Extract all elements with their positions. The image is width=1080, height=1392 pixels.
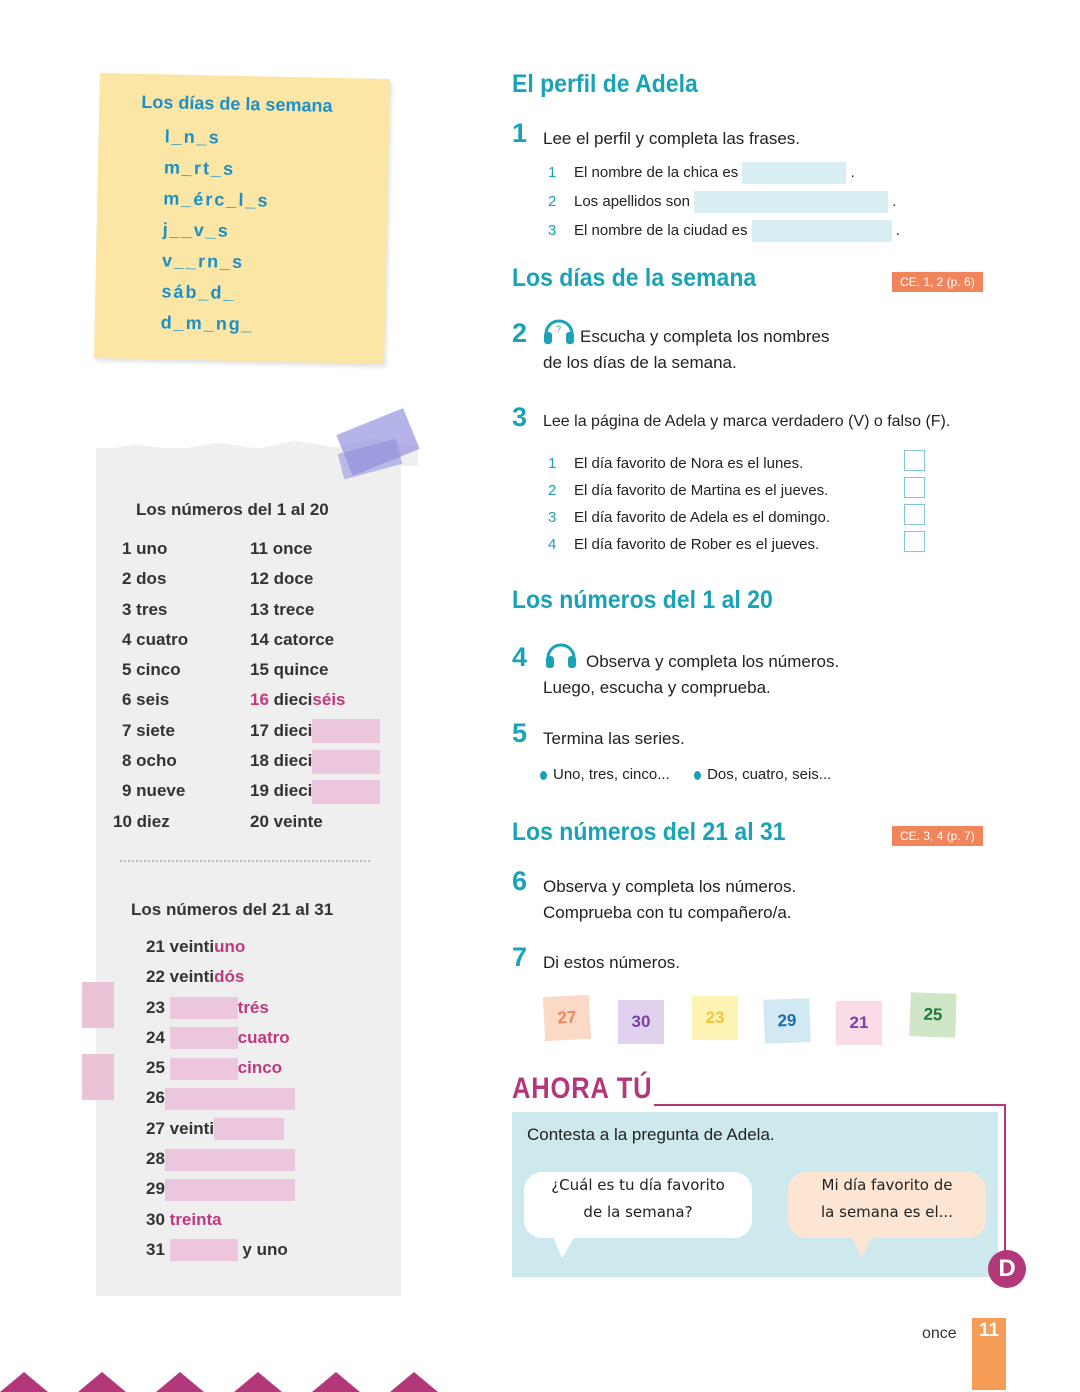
number-digit: 29 [146, 1179, 165, 1199]
page-number: 11 [972, 1318, 1006, 1390]
number-item: 1 uno [122, 539, 168, 558]
ahora-tu-title: AHORA TÚ [512, 1072, 653, 1105]
number-item [146, 993, 295, 1023]
svg-text:?: ? [556, 324, 562, 334]
true-false-checkbox[interactable] [904, 504, 925, 525]
exercise-number: 3 [512, 402, 528, 432]
number-stem: dieci [273, 781, 313, 801]
number-stem: veinti [169, 937, 215, 956]
section-title-numeros-1-20: Los números del 1 al 20 [512, 586, 773, 614]
sticky-title: Los días de la semana [141, 91, 333, 116]
number-item: 7 siete [122, 720, 175, 740]
page-number-word: once [922, 1325, 957, 1342]
item-number: 4 [548, 536, 557, 553]
number-digit: 24 [146, 1027, 165, 1047]
item-number: 2 [548, 193, 557, 210]
item-text: El día favorito de Martina es el jueves. [574, 482, 829, 499]
section-title-perfil: El perfil de Adela [512, 70, 698, 98]
number-digit: 17 [250, 720, 269, 740]
headphones-icon [543, 638, 579, 675]
number-item: 6 seis [122, 690, 170, 710]
item-number: 1 [548, 455, 557, 472]
number-tile: 29 [763, 998, 811, 1044]
card-title-1-20: Los números del 1 al 20 [136, 500, 329, 519]
item-end: . [850, 164, 855, 181]
fill-blank[interactable] [170, 1027, 238, 1049]
number-item: 13 trece [250, 599, 315, 619]
number-item: 11 once [250, 539, 313, 558]
numbers-col-1 [113, 534, 189, 837]
bullet-icon [540, 771, 547, 780]
workbook-reference-badge: CE. 1, 2 (p. 6) [892, 272, 983, 292]
number-stem: dieci [273, 720, 313, 740]
number-item: 9 nueve [122, 781, 186, 801]
fill-blank[interactable] [170, 1058, 238, 1080]
item-text: El día favorito de Nora es el lunes. [574, 455, 804, 472]
number-ending: cinco [237, 1058, 283, 1078]
sticky-note [94, 73, 390, 364]
fill-blank[interactable] [312, 780, 380, 804]
number-item [250, 685, 380, 715]
number-ending: treinta [169, 1209, 222, 1229]
exercise-instruction: Observa y completa los números. [586, 652, 840, 671]
sticky-word: j__v_s [162, 219, 231, 241]
exercise-number: 1 [512, 118, 528, 148]
number-digit: 31 [146, 1239, 165, 1259]
item-number: 1 [548, 164, 557, 181]
exercise-item [548, 450, 830, 477]
number-tile: 25 [909, 992, 957, 1038]
fill-blank[interactable] [214, 1118, 284, 1140]
decorative-triangle [156, 1372, 204, 1392]
number-tile: 30 [618, 1000, 664, 1044]
true-false-checkbox[interactable] [904, 477, 925, 498]
exercise-item [548, 477, 830, 504]
exercise-item [548, 531, 830, 558]
number-tile: 21 [836, 1001, 882, 1045]
decorative-triangle [312, 1372, 360, 1392]
pink-tab-decoration [82, 1054, 114, 1100]
decorative-triangle [0, 1372, 48, 1392]
item-text: El nombre de la chica es [574, 164, 739, 181]
fill-blank[interactable] [170, 1239, 238, 1261]
dotted-divider [120, 860, 370, 862]
card-title-21-31: Los números del 21 al 31 [131, 900, 334, 919]
number-item [146, 962, 295, 992]
sticky-word-list [160, 126, 271, 345]
exercise-item [548, 158, 900, 187]
exercise-item [548, 216, 900, 245]
fill-blank[interactable] [170, 997, 238, 1019]
number-item [250, 776, 380, 806]
sticky-word: m_érc_l_s [163, 188, 270, 211]
ahora-tu-prompt: Contesta a la pregunta de Adela. [527, 1125, 775, 1144]
sticky-word: d_m_ng_ [160, 312, 255, 335]
bubble-tail [552, 1234, 576, 1258]
number-digit: 27 [146, 1118, 165, 1138]
sticky-word: m_rt_s [163, 157, 236, 179]
exercise-number: 6 [512, 866, 528, 896]
decorative-triangle [234, 1372, 282, 1392]
number-item [146, 1205, 295, 1235]
item-number: 2 [548, 482, 557, 499]
exercise-3-items [548, 450, 830, 558]
number-item: 12 doce [250, 569, 314, 589]
number-item: 5 cinco [122, 660, 181, 680]
exercise-instruction: Di estos números. [543, 953, 680, 972]
number-stem: veinti [169, 967, 215, 987]
number-item: 15 quince [250, 660, 329, 680]
exercise-number: 4 [512, 642, 528, 672]
sticky-word: sáb_d_ [161, 281, 236, 303]
decorative-triangle [78, 1372, 126, 1392]
number-item: 3 tres [122, 599, 168, 619]
bubble-line: de la semana? [583, 1203, 693, 1221]
number-digit: 21 [146, 937, 165, 956]
number-item: 14 catorce [250, 629, 335, 649]
exercise-number: 2 [512, 318, 528, 348]
numbers-col-2 [250, 534, 380, 837]
exercise-item [548, 187, 900, 216]
number-item: 10 diez [113, 811, 170, 831]
number-item [146, 1174, 295, 1204]
number-item [146, 1235, 295, 1265]
number-tile: 23 [692, 996, 738, 1040]
number-item [146, 1083, 295, 1113]
answer-blank[interactable] [694, 191, 888, 213]
number-ending: y uno [242, 1239, 288, 1259]
fill-blank[interactable] [165, 1088, 295, 1110]
exercise-number: 5 [512, 718, 528, 748]
item-number: 3 [548, 509, 557, 526]
bubble-tail [850, 1234, 874, 1258]
series-item: Uno, tres, cinco... [553, 766, 670, 783]
number-digit: 23 [146, 997, 165, 1017]
item-text: El nombre de la ciudad es [574, 222, 748, 239]
number-tile: 27 [543, 995, 591, 1041]
exercise-instruction: Lee la página de Adela y marca verdadero (V) o falso (F). [543, 413, 951, 430]
item-text: El día favorito de Rober es el jueves. [574, 536, 820, 553]
number-item [250, 746, 380, 776]
number-digit: 30 [146, 1209, 165, 1229]
number-item [146, 1053, 295, 1083]
number-ending: trés [237, 997, 269, 1017]
numbers-21-31-list [146, 932, 295, 1265]
number-item: 4 cuatro [122, 629, 189, 649]
exercise-instruction: Comprueba con tu compañero/a. [543, 903, 792, 922]
number-digit: 28 [146, 1149, 165, 1169]
exercise-instruction: Escucha y completa los nombres [580, 327, 830, 346]
exercise-instruction: Observa y completa los números. [543, 877, 797, 896]
exercise-number: 7 [512, 942, 528, 972]
number-digit: 26 [146, 1088, 165, 1108]
section-title-dias: Los días de la semana [512, 264, 757, 292]
fill-blank[interactable] [165, 1179, 295, 1201]
number-item [250, 716, 380, 746]
bubble-line: ¿Cuál es tu día favorito [551, 1176, 725, 1194]
answer-blank[interactable] [752, 220, 892, 242]
question-bubble [524, 1172, 752, 1238]
ahora-tu-rule [1004, 1104, 1006, 1254]
exercise-instruction: Luego, escucha y comprueba. [543, 678, 771, 697]
number-item [146, 1023, 295, 1053]
answer-bubble[interactable] [788, 1172, 986, 1238]
fill-blank[interactable] [312, 750, 380, 774]
fill-blank[interactable] [312, 719, 380, 743]
number-item [146, 1144, 295, 1174]
item-number: 3 [548, 222, 557, 239]
series-list [540, 766, 831, 783]
section-title-numeros-21-31: Los números del 21 al 31 [512, 818, 786, 846]
true-false-checkbox[interactable] [904, 450, 925, 471]
number-stem: dieci [273, 751, 313, 771]
item-text: El día favorito de Adela es el domingo. [574, 509, 830, 526]
number-stem: dieci [273, 690, 313, 710]
item-end: . [895, 222, 900, 239]
true-false-checkbox[interactable] [904, 531, 925, 552]
bubble-line: la semana es el... [821, 1203, 953, 1221]
exercise-item [548, 504, 830, 531]
sticky-word: l_n_s [164, 126, 221, 148]
number-item [146, 932, 295, 962]
number-ending: dós [214, 967, 245, 987]
decorative-triangle [390, 1372, 438, 1392]
number-ending: uno [214, 937, 246, 956]
item-end: . [892, 193, 897, 210]
number-digit: 16 [250, 690, 269, 710]
exercise-1-items [548, 158, 900, 245]
fill-blank[interactable] [165, 1149, 295, 1171]
item-text: Los apellidos son [574, 193, 690, 210]
number-digit: 22 [146, 967, 165, 987]
pink-tab-decoration [82, 982, 114, 1028]
exercise-instruction: de los días de la semana. [543, 353, 737, 372]
number-item: 2 dos [122, 569, 167, 589]
answer-blank[interactable] [742, 162, 846, 184]
headphones-icon [541, 314, 577, 351]
bubble-line: Mi día favorito de [821, 1176, 953, 1194]
number-item [146, 1114, 295, 1144]
exercise-instruction: Lee el perfil y completa las frases. [543, 129, 801, 148]
number-ending: cuatro [237, 1027, 290, 1047]
number-item: 8 ocho [122, 751, 177, 771]
workbook-reference-badge: CE. 3, 4 (p. 7) [892, 826, 983, 846]
number-digit: 18 [250, 751, 269, 771]
ahora-tu-rule [654, 1104, 1006, 1106]
sticky-word: v__rn_s [161, 250, 245, 273]
bullet-icon [694, 771, 701, 780]
section-d-badge: D [988, 1250, 1026, 1288]
number-ending: séis [312, 690, 346, 710]
exercise-instruction: Termina las series. [543, 729, 685, 748]
number-item: 20 veinte [250, 811, 323, 831]
number-digit: 19 [250, 781, 269, 801]
number-stem: veinti [169, 1118, 215, 1138]
number-digit: 25 [146, 1058, 165, 1078]
series-item: Dos, cuatro, seis... [707, 766, 832, 783]
